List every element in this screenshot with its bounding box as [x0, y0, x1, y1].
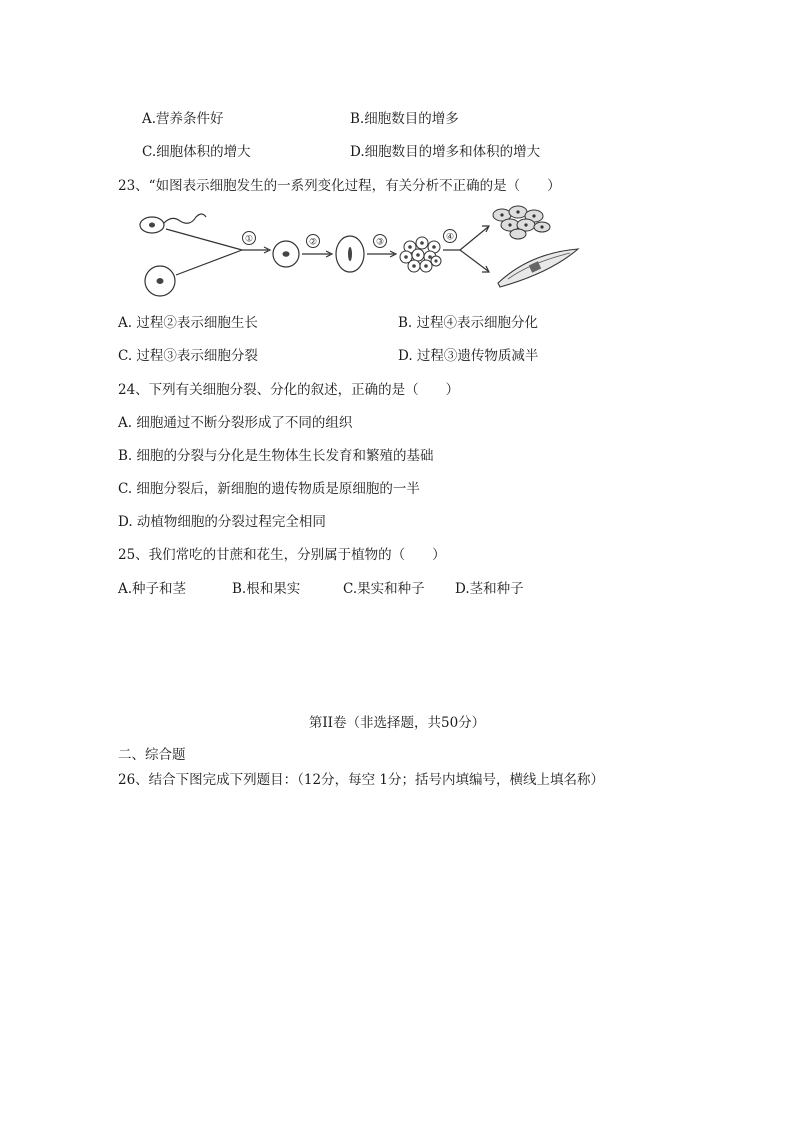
q22-option-c: C.细胞体积的增大	[142, 144, 251, 160]
q22-option-b: B.细胞数目的增多	[350, 111, 459, 127]
cell-cluster	[400, 237, 441, 272]
label-1: ①	[244, 234, 254, 245]
q22-option-a: A.营养条件好	[142, 111, 224, 127]
section-heading: 二、综合题	[118, 747, 186, 763]
label-4: ④	[445, 232, 455, 243]
q25-option-c: C.果实和种子	[343, 581, 425, 597]
label-3: ③	[375, 237, 385, 248]
part-two-title: 第II卷（非选择题，共50分）	[308, 715, 486, 731]
sperm-cell	[140, 214, 206, 233]
q24-stem: 24、下列有关细胞分裂、分化的叙述，正确的是（ ）	[118, 382, 460, 398]
q23-option-b: B. 过程④表示细胞分化	[398, 315, 539, 331]
q23-option-c: C. 过程③表示细胞分裂	[118, 348, 258, 364]
q24-option-b: B. 细胞的分裂与分化是生物体生长发育和繁殖的基础	[118, 448, 434, 464]
q24-option-d: D. 动植物细胞的分裂过程完全相同	[118, 514, 326, 530]
growing-cell	[336, 236, 364, 272]
q25-option-b: B.根和果实	[232, 581, 301, 597]
label-2: ②	[308, 237, 318, 248]
egg-cell	[145, 266, 175, 296]
q22-option-d: D.细胞数目的增多和体积的增大	[350, 144, 541, 160]
q23-option-a: A. 过程②表示细胞生长	[118, 315, 258, 331]
cell-process-diagram	[130, 205, 590, 305]
q24-option-a: A. 细胞通过不断分裂形成了不同的组织	[118, 415, 353, 431]
q23-option-d: D. 过程③遗传物质减半	[398, 348, 539, 364]
q25-option-a: A.种子和茎	[118, 581, 187, 597]
q23-stem: 23、“如图表示细胞发生的一系列变化过程，有关分析不正确的是（ ）	[118, 178, 561, 194]
zygote-cell	[273, 241, 299, 267]
q24-option-c: C. 细胞分裂后，新细胞的遗传物质是原细胞的一半	[118, 481, 420, 497]
tissue-elongated-bottom	[498, 249, 578, 287]
tissue-cluster-top	[493, 206, 550, 239]
q25-stem: 25、我们常吃的甘蔗和花生，分别属于植物的（ ）	[118, 547, 446, 563]
q26-stem: 26、结合下图完成下列题目：（12分，每空 1分；括号内填编号，横线上填名称）	[118, 772, 604, 788]
q25-option-d: D.茎和种子	[455, 581, 524, 597]
